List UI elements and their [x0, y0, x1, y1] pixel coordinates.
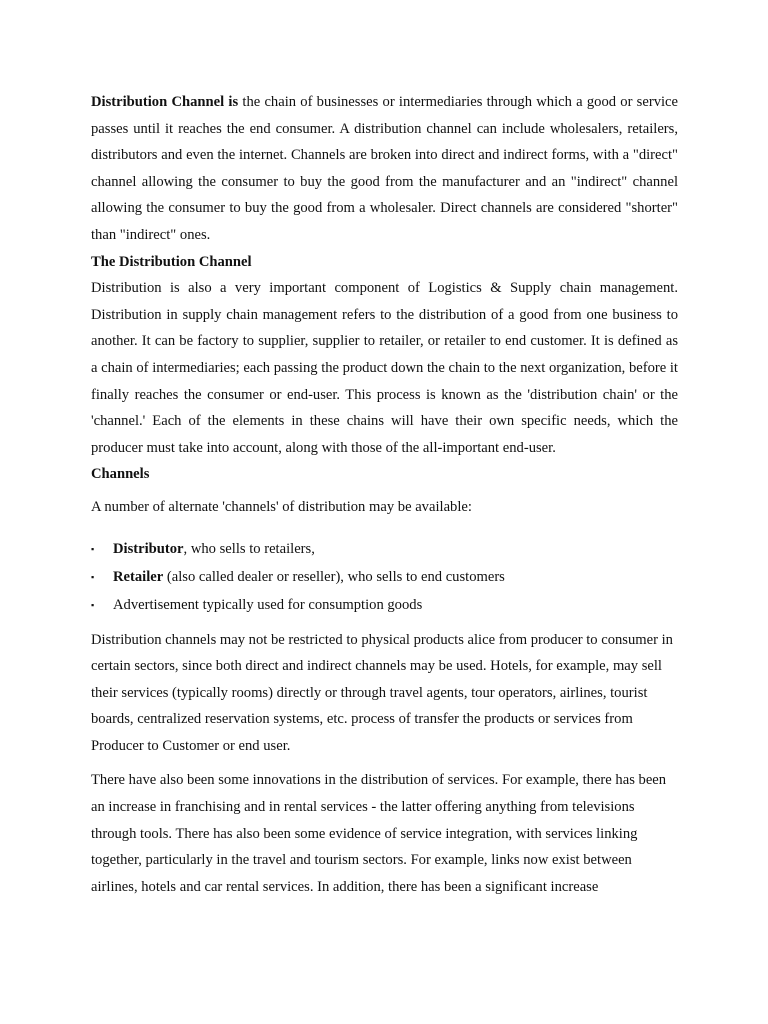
list-item	[91, 591, 678, 619]
square-bullet-icon: ▪	[91, 599, 95, 610]
intro-lead-term: Distribution Channel is	[91, 94, 239, 110]
square-bullet-icon: ▪	[91, 571, 95, 582]
list-item-text: , who sells to retailers,	[183, 540, 315, 557]
channels-intro: A number of alternate 'channels' of distribution may be available:	[91, 498, 472, 515]
list-item-text: (also called dealer or reseller), who sells to end customers	[163, 568, 505, 585]
list-item-text: Advertisement typically used for consumption goods	[113, 596, 423, 613]
heading-channels: Channels	[91, 466, 150, 483]
list-item-term: Retailer	[113, 568, 164, 585]
list-item	[91, 563, 678, 591]
list-item-term: Distributor	[113, 540, 184, 557]
distribution-paragraph: Distribution is also a very important component of Logistics & Supply chain management. Distribution in supply chain management refers to the distribution of a good from one business to another. It can be factory to supplier, supplier to retailer, or retailer to end customer. It is defined as a chain of intermediaries; each passing the product down the chain to the next organization, before it finally reaches the consumer or end-user. This process is known as the 'distribution chain' or the 'channel.' Each of the elements in these chains will have their own specific needs, which the producer must take into account, along with those of the all-important end-user.	[91, 280, 678, 456]
square-bullet-icon: ▪	[91, 543, 95, 554]
channels-list	[91, 535, 678, 619]
list-item	[91, 535, 678, 563]
innovations-paragraph: There have also been some innovations in the distribution of services. For example, there has been an increase in franchising and in rental services - the latter offering anything from televisions through tools. There has also been some evidence of service integration, with services linking together, particularly in the travel and tourism sectors. For example, links now exist between airlines, hotels and car rental services. In addition, there has been a significant increase	[91, 772, 667, 895]
intro-text: the chain of businesses or intermediaries through which a good or service passes until it reaches the end consumer. A distribution channel can include wholesalers, retailers, distributors and even the internet. Channels are broken into direct and indirect forms, with a "direct" channel allowing the consumer to buy the good from the manufacturer and an "indirect" channel allowing the consumer to buy the good from a wholesaler. Direct channels are considered "shorter" than "indirect" ones.	[91, 94, 678, 243]
intro-paragraph	[91, 89, 678, 249]
services-paragraph: Distribution channels may not be restricted to physical products alice from producer to consumer in certain sectors, since both direct and indirect channels may be used. Hotels, for example, may sell their services (typically rooms) directly or through travel agents, tour operators, airlines, tourist boards, centralized reservation systems, etc. process of transfer the products or services from Producer to Customer or end user.	[91, 631, 673, 754]
heading-distribution-channel: The Distribution Channel	[91, 253, 252, 270]
